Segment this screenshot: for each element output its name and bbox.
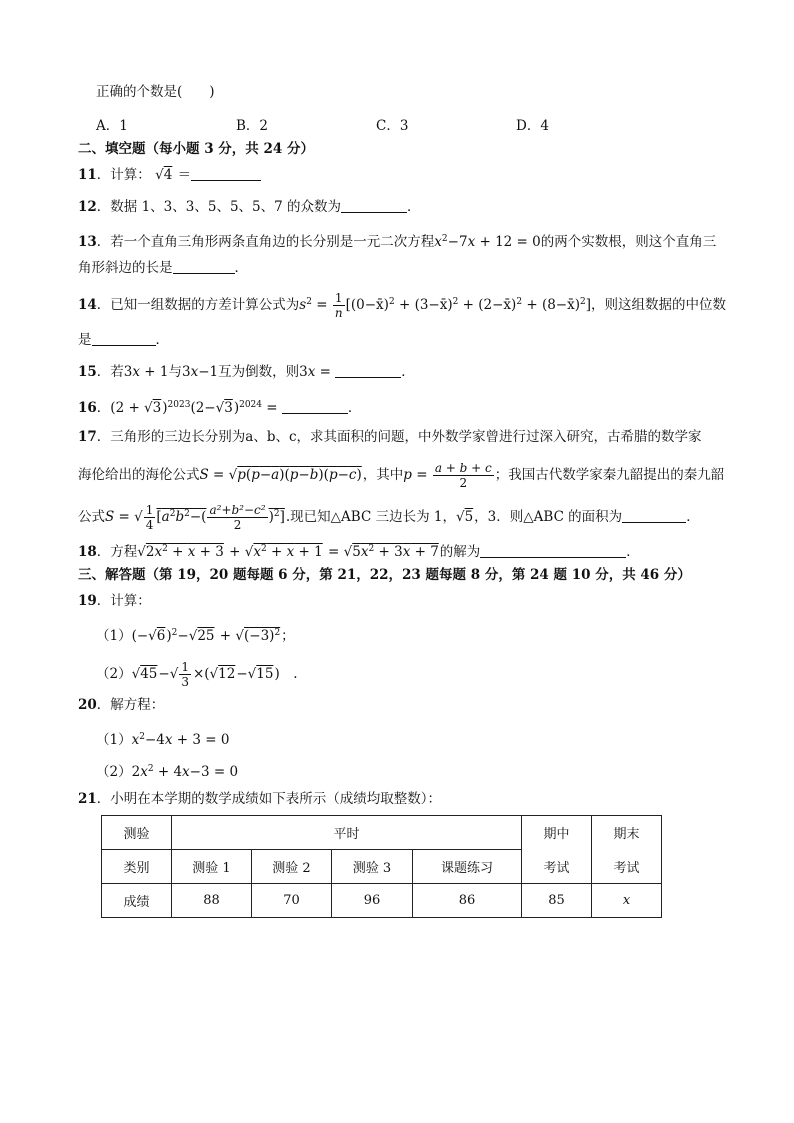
question-20-part-2: $(2)2x^2 + 4x-3 = 0$ — [96, 764, 239, 780]
score-final: x — [592, 884, 662, 918]
score-table — [101, 815, 662, 918]
question-tail: 正确的个数是( ) — [96, 84, 215, 100]
header-test: 测验 — [102, 816, 172, 850]
question-17-line-1: 17．三角形的三边长分别为a、b、c，求其面积的问题，中外数学家曾进行过深入研究，古希腊的数学家 — [78, 429, 702, 445]
score-midterm: 85 — [522, 884, 592, 918]
question-13-line-2: 角形斜边的长是 ． — [78, 260, 248, 276]
answer-blank[interactable] — [480, 543, 626, 558]
header-final: 期末 考试 — [592, 816, 662, 884]
score-test-1: 88 — [172, 884, 252, 918]
answer-blank[interactable] — [341, 198, 407, 213]
question-19-part-1: $(1)(-√6)^2-√25 + √(-3)^2$； — [96, 628, 295, 644]
question-17-line-3: 公式S = √ $\frac{1}{4}$ [$a^2b^2-$( $\frac{\text{a²+b²−c²}}{2}$ )$^2$].现已知△ABC 三边长为 1，√5，3．则△ABC 的面积为 ． — [78, 503, 700, 532]
answer-blank[interactable] — [92, 331, 156, 346]
score-test-2: 70 — [252, 884, 332, 918]
score-project: 86 — [413, 884, 522, 918]
option-d: D．4 — [516, 118, 549, 134]
header-regular: 平时 — [172, 816, 522, 850]
header-test-2: 测验 2 — [252, 850, 332, 884]
question-17-line-2: 海伦给出的海伦公式S = √p(p−a)(p−b)(p−c)，其中p = $\frac{a + b + c}{2}$ ；我国古代数学家秦九韶提出的秦九韶 — [78, 461, 725, 490]
question-11: 11．计算： √4 ＝ — [78, 166, 261, 184]
answer-options — [96, 114, 656, 134]
header-project: 课题练习 — [413, 850, 522, 884]
row-label-score: 成绩 — [102, 884, 172, 918]
option-a: A．1 — [96, 118, 128, 134]
header-type: 类别 — [102, 850, 172, 884]
question-12: 12．数据 1、3、3、5、5、5、7 的众数为 ． — [78, 199, 421, 215]
answer-blank[interactable] — [335, 363, 401, 378]
header-midterm: 期中 考试 — [522, 816, 592, 884]
question-19-part-2: （2）√45−√ $\frac{1}{3}$ ×(√12−√15) . — [96, 660, 298, 689]
question-21: 21．小明在本学期的数学成绩如下表所示（成绩均取整数）： — [78, 791, 442, 807]
question-19: 19．计算： — [78, 593, 151, 609]
answer-blank[interactable] — [191, 166, 261, 181]
question-14-line-1: 14．已知一组数据的方差计算公式为$s^2$ = $\frac{1}{n}$ [(0−x̄)$^2$ + (3−x̄)$^2$ + (2−x̄)$^2$ + (8−x̄)$^2$]，则这组数据的中位数 — [78, 291, 727, 320]
section-2-title: 二、填空题（每小题 3 分，共 24 分） — [78, 141, 314, 157]
question-20-part-1: $(1)x^2-4x + 3 = 0$ — [96, 732, 230, 748]
option-b: B．2 — [236, 118, 269, 134]
question-18: 18．方程$√2x^2 + x + 3 + √x^2 + x + 1 = √5x^2 + 3x + 7$的解为 ． — [78, 544, 640, 560]
question-15: 15．若3x + 1与3x−1互为倒数，则3x = ． — [78, 364, 415, 380]
question-20: 20．解方程： — [78, 697, 165, 713]
question-14-line-2: 是 ． — [78, 332, 169, 348]
question-16: 16．$(2 + √3)^{2023}(2-√3)^{2024}$ = ． — [78, 400, 362, 416]
answer-blank[interactable] — [173, 259, 235, 274]
header-test-1: 测验 1 — [172, 850, 252, 884]
answer-blank[interactable] — [282, 399, 348, 414]
question-13-line-1: 13．若一个直角三角形两条直角边的长分别是一元二次方程$x^2-7x + 12 = 0$的两个实数根，则这个直角三 — [78, 234, 717, 250]
header-test-3: 测验 3 — [332, 850, 413, 884]
section-3-title: 三、解答题（第 19，20 题每题 6 分，第 21，22，23 题每题 8 分，第 24 题 10 分，共 46 分） — [78, 567, 691, 583]
option-c: C．3 — [376, 118, 409, 134]
answer-blank[interactable] — [622, 508, 686, 523]
score-test-3: 96 — [332, 884, 413, 918]
